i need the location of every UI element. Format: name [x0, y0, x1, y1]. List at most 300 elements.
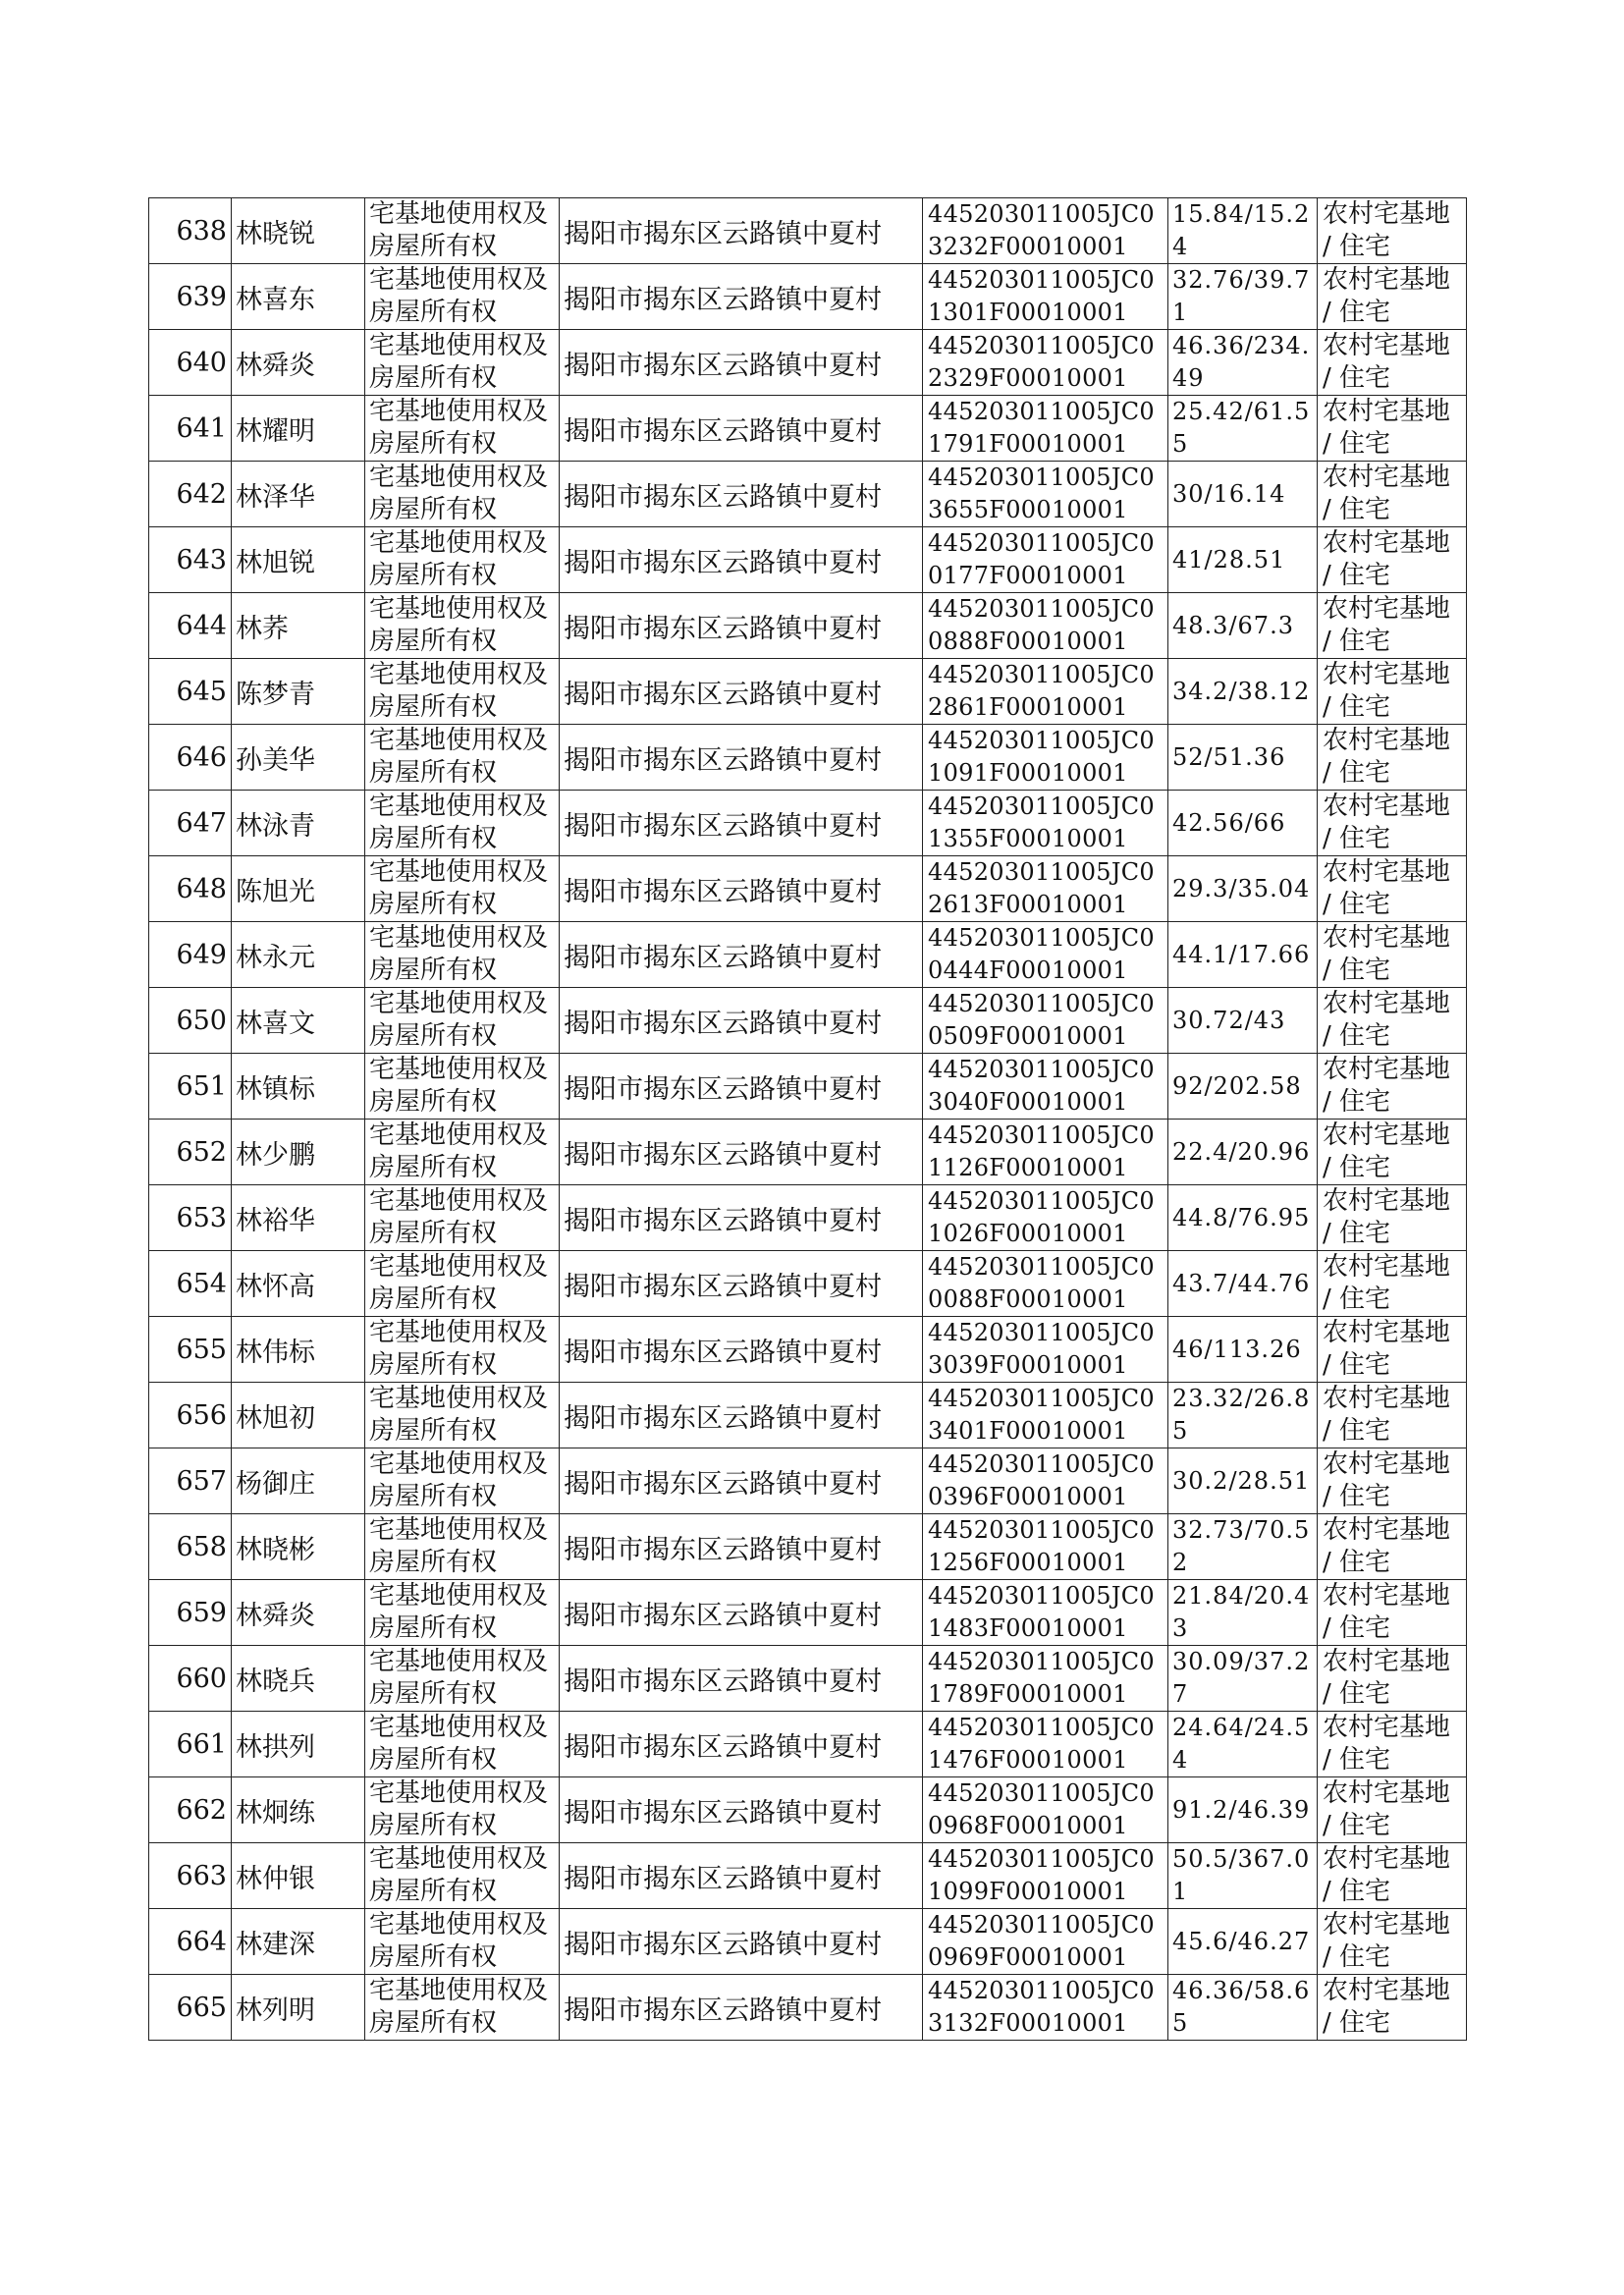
cell-land-use: [1318, 462, 1467, 527]
land-use: 农村宅基地 / 住宅: [1323, 199, 1451, 261]
cell-right-type: [365, 659, 560, 725]
right-type: 宅基地使用权及房屋所有权: [369, 331, 549, 393]
owner-name: 陈旭光: [236, 876, 315, 907]
cell-property-location: [560, 1317, 923, 1383]
cell-right-type: [365, 725, 560, 791]
cell-right-type: [365, 1777, 560, 1843]
land-use: 农村宅基地 / 住宅: [1323, 1713, 1451, 1775]
cell-land-use: [1318, 593, 1467, 659]
property-location: 揭阳市揭东区云路镇中夏村: [564, 1600, 882, 1631]
row-number: 660: [176, 1663, 227, 1694]
land-use: 农村宅基地 / 住宅: [1323, 463, 1451, 524]
cell-right-type: [365, 988, 560, 1054]
unit-code: 445203011005JC01099F00010001: [928, 1845, 1155, 1905]
cell-unit-code: [923, 593, 1168, 659]
table-row: [149, 1712, 1467, 1777]
owner-name: 林舜炎: [236, 350, 315, 381]
property-location: 揭阳市揭东区云路镇中夏村: [564, 679, 882, 710]
area-value: 29.3/35.04: [1172, 874, 1311, 902]
row-number: 649: [176, 939, 227, 970]
cell-row-number: [149, 1777, 232, 1843]
unit-code: 445203011005JC03039F00010001: [928, 1319, 1155, 1379]
cell-unit-code: [923, 922, 1168, 988]
cell-row-number: [149, 725, 232, 791]
cell-owner-name: [232, 1120, 365, 1185]
cell-property-location: [560, 856, 923, 922]
cell-land-use: [1318, 330, 1467, 396]
table-row: [149, 1514, 1467, 1580]
owner-name: 孙美华: [236, 744, 315, 776]
table-row: [149, 659, 1467, 725]
land-use: 农村宅基地 / 住宅: [1323, 1647, 1451, 1709]
cell-property-location: [560, 1646, 923, 1712]
cell-area-value: [1168, 856, 1318, 922]
property-location: 揭阳市揭东区云路镇中夏村: [564, 481, 882, 513]
area-value: 30.2/28.51: [1172, 1466, 1311, 1495]
cell-unit-code: [923, 1712, 1168, 1777]
row-number: 640: [176, 347, 227, 378]
owner-name: 林永元: [236, 942, 315, 973]
right-type: 宅基地使用权及房屋所有权: [369, 792, 549, 853]
row-number: 664: [176, 1926, 227, 1957]
cell-right-type: [365, 1054, 560, 1120]
cell-right-type: [365, 856, 560, 922]
table-row: [149, 1975, 1467, 2041]
right-type: 宅基地使用权及房屋所有权: [369, 1449, 549, 1511]
unit-code: 445203011005JC00088F00010001: [928, 1253, 1155, 1313]
cell-right-type: [365, 1975, 560, 2041]
cell-right-type: [365, 1843, 560, 1909]
right-type: 宅基地使用权及房屋所有权: [369, 660, 549, 722]
cell-row-number: [149, 1712, 232, 1777]
cell-unit-code: [923, 856, 1168, 922]
cell-unit-code: [923, 1646, 1168, 1712]
area-value: 45.6/46.27: [1172, 1927, 1311, 1955]
cell-unit-code: [923, 659, 1168, 725]
cell-owner-name: [232, 1843, 365, 1909]
table-row: [149, 396, 1467, 462]
cell-unit-code: [923, 1843, 1168, 1909]
unit-code: 445203011005JC01789F00010001: [928, 1648, 1155, 1708]
cell-owner-name: [232, 462, 365, 527]
row-number: 641: [176, 412, 227, 444]
cell-owner-name: [232, 1712, 365, 1777]
cell-area-value: [1168, 1909, 1318, 1975]
area-value: 50.5/367.01: [1172, 1845, 1311, 1905]
cell-property-location: [560, 462, 923, 527]
cell-owner-name: [232, 1317, 365, 1383]
land-use: 农村宅基地 / 住宅: [1323, 397, 1451, 459]
unit-code: 445203011005JC02613F00010001: [928, 858, 1155, 918]
unit-code: 445203011005JC00969F00010001: [928, 1911, 1155, 1971]
cell-owner-name: [232, 1514, 365, 1580]
table-row: [149, 1383, 1467, 1448]
land-use: 农村宅基地 / 住宅: [1323, 1384, 1451, 1446]
area-value: 46.36/234.49: [1172, 332, 1311, 392]
cell-owner-name: [232, 1448, 365, 1514]
row-number: 655: [176, 1334, 227, 1365]
unit-code: 445203011005JC03132F00010001: [928, 1977, 1155, 2037]
property-location: 揭阳市揭东区云路镇中夏村: [564, 1731, 882, 1763]
cell-area-value: [1168, 988, 1318, 1054]
cell-owner-name: [232, 330, 365, 396]
property-location: 揭阳市揭东区云路镇中夏村: [564, 1929, 882, 1960]
cell-area-value: [1168, 1514, 1318, 1580]
cell-right-type: [365, 1317, 560, 1383]
cell-unit-code: [923, 988, 1168, 1054]
property-location: 揭阳市揭东区云路镇中夏村: [564, 1073, 882, 1105]
land-use: 农村宅基地 / 住宅: [1323, 1844, 1451, 1906]
row-number: 656: [176, 1399, 227, 1431]
land-use: 农村宅基地 / 住宅: [1323, 1120, 1451, 1182]
cell-area-value: [1168, 1646, 1318, 1712]
cell-owner-name: [232, 1777, 365, 1843]
cell-land-use: [1318, 1514, 1467, 1580]
unit-code: 445203011005JC01126F00010001: [928, 1121, 1155, 1181]
row-number: 642: [176, 478, 227, 510]
cell-row-number: [149, 1448, 232, 1514]
cell-property-location: [560, 922, 923, 988]
unit-code: 445203011005JC00396F00010001: [928, 1450, 1155, 1510]
row-number: 646: [176, 741, 227, 773]
land-use: 农村宅基地 / 住宅: [1323, 792, 1451, 853]
cell-right-type: [365, 1909, 560, 1975]
cell-land-use: [1318, 725, 1467, 791]
cell-unit-code: [923, 330, 1168, 396]
cell-land-use: [1318, 198, 1467, 264]
property-location: 揭阳市揭东区云路镇中夏村: [564, 1863, 882, 1894]
property-location: 揭阳市揭东区云路镇中夏村: [564, 1468, 882, 1500]
row-number: 645: [176, 676, 227, 707]
registry-table-body: [149, 198, 1467, 2041]
unit-code: 445203011005JC01483F00010001: [928, 1582, 1155, 1642]
table-row: [149, 1646, 1467, 1712]
right-type: 宅基地使用权及房屋所有权: [369, 1844, 549, 1906]
area-value: 22.4/20.96: [1172, 1137, 1311, 1166]
cell-property-location: [560, 1383, 923, 1448]
right-type: 宅基地使用权及房屋所有权: [369, 923, 549, 985]
area-value: 30.72/43: [1172, 1006, 1286, 1034]
cell-row-number: [149, 659, 232, 725]
owner-name: 林镇标: [236, 1073, 315, 1105]
cell-row-number: [149, 1120, 232, 1185]
cell-land-use: [1318, 1251, 1467, 1317]
unit-code: 445203011005JC00968F00010001: [928, 1779, 1155, 1839]
right-type: 宅基地使用权及房屋所有权: [369, 857, 549, 919]
cell-property-location: [560, 330, 923, 396]
owner-name: 林泳青: [236, 810, 315, 842]
area-value: 46.36/58.65: [1172, 1977, 1311, 2037]
owner-name: 林泽华: [236, 481, 315, 513]
cell-owner-name: [232, 856, 365, 922]
cell-owner-name: [232, 659, 365, 725]
land-use: 农村宅基地 / 住宅: [1323, 660, 1451, 722]
cell-property-location: [560, 1712, 923, 1777]
cell-row-number: [149, 1054, 232, 1120]
unit-code: 445203011005JC03232F00010001: [928, 200, 1155, 260]
owner-name: 林列明: [236, 1994, 315, 2026]
area-value: 44.1/17.66: [1172, 940, 1311, 968]
cell-unit-code: [923, 198, 1168, 264]
right-type: 宅基地使用权及房屋所有权: [369, 1910, 549, 1972]
right-type: 宅基地使用权及房屋所有权: [369, 1976, 549, 2038]
cell-property-location: [560, 264, 923, 330]
property-location: 揭阳市揭东区云路镇中夏村: [564, 1139, 882, 1171]
cell-area-value: [1168, 922, 1318, 988]
cell-land-use: [1318, 1843, 1467, 1909]
row-number: 661: [176, 1728, 227, 1760]
cell-property-location: [560, 1975, 923, 2041]
cell-right-type: [365, 527, 560, 593]
cell-unit-code: [923, 1317, 1168, 1383]
row-number: 643: [176, 544, 227, 575]
cell-owner-name: [232, 922, 365, 988]
property-location: 揭阳市揭东区云路镇中夏村: [564, 942, 882, 973]
cell-row-number: [149, 462, 232, 527]
cell-property-location: [560, 1120, 923, 1185]
area-value: 46/113.26: [1172, 1335, 1302, 1363]
land-use: 农村宅基地 / 住宅: [1323, 1186, 1451, 1248]
cell-unit-code: [923, 1909, 1168, 1975]
cell-row-number: [149, 988, 232, 1054]
cell-area-value: [1168, 791, 1318, 856]
right-type: 宅基地使用权及房屋所有权: [369, 463, 549, 524]
cell-land-use: [1318, 1580, 1467, 1646]
property-location: 揭阳市揭东区云路镇中夏村: [564, 1337, 882, 1368]
right-type: 宅基地使用权及房屋所有权: [369, 1647, 549, 1709]
cell-row-number: [149, 1514, 232, 1580]
table-row: [149, 593, 1467, 659]
cell-right-type: [365, 396, 560, 462]
cell-area-value: [1168, 1120, 1318, 1185]
right-type: 宅基地使用权及房屋所有权: [369, 1318, 549, 1380]
land-use: 农村宅基地 / 住宅: [1323, 1318, 1451, 1380]
cell-land-use: [1318, 856, 1467, 922]
cell-property-location: [560, 593, 923, 659]
cell-row-number: [149, 1383, 232, 1448]
cell-area-value: [1168, 593, 1318, 659]
property-location: 揭阳市揭东区云路镇中夏村: [564, 744, 882, 776]
cell-area-value: [1168, 725, 1318, 791]
owner-name: 杨御庄: [236, 1468, 315, 1500]
right-type: 宅基地使用权及房屋所有权: [369, 1581, 549, 1643]
cell-land-use: [1318, 264, 1467, 330]
area-value: 25.42/61.55: [1172, 398, 1311, 458]
row-number: 638: [176, 215, 227, 246]
right-type: 宅基地使用权及房屋所有权: [369, 397, 549, 459]
row-number: 651: [176, 1070, 227, 1102]
unit-code: 445203011005JC00509F00010001: [928, 990, 1155, 1050]
right-type: 宅基地使用权及房屋所有权: [369, 1384, 549, 1446]
row-number: 658: [176, 1531, 227, 1562]
cell-property-location: [560, 1514, 923, 1580]
cell-unit-code: [923, 264, 1168, 330]
owner-name: 林晓彬: [236, 1534, 315, 1565]
unit-code: 445203011005JC03040F00010001: [928, 1056, 1155, 1116]
cell-right-type: [365, 1185, 560, 1251]
cell-right-type: [365, 593, 560, 659]
cell-property-location: [560, 659, 923, 725]
table-row: [149, 856, 1467, 922]
table-row: [149, 1580, 1467, 1646]
cell-owner-name: [232, 396, 365, 462]
land-use: 农村宅基地 / 住宅: [1323, 1581, 1451, 1643]
right-type: 宅基地使用权及房屋所有权: [369, 594, 549, 656]
cell-owner-name: [232, 264, 365, 330]
cell-land-use: [1318, 1777, 1467, 1843]
owner-name: 林怀高: [236, 1271, 315, 1302]
cell-area-value: [1168, 1251, 1318, 1317]
right-type: 宅基地使用权及房屋所有权: [369, 528, 549, 590]
cell-unit-code: [923, 1514, 1168, 1580]
property-location: 揭阳市揭东区云路镇中夏村: [564, 1797, 882, 1829]
property-location: 揭阳市揭东区云路镇中夏村: [564, 547, 882, 578]
cell-unit-code: [923, 1975, 1168, 2041]
right-type: 宅基地使用权及房屋所有权: [369, 1515, 549, 1577]
property-location: 揭阳市揭东区云路镇中夏村: [564, 284, 882, 315]
owner-name: 陈梦青: [236, 679, 315, 710]
cell-unit-code: [923, 527, 1168, 593]
property-location: 揭阳市揭东区云路镇中夏村: [564, 876, 882, 907]
cell-row-number: [149, 396, 232, 462]
cell-row-number: [149, 330, 232, 396]
owner-name: 林拱列: [236, 1731, 315, 1763]
right-type: 宅基地使用权及房屋所有权: [369, 265, 549, 327]
property-location: 揭阳市揭东区云路镇中夏村: [564, 1271, 882, 1302]
area-value: 15.84/15.24: [1172, 200, 1311, 260]
cell-owner-name: [232, 1580, 365, 1646]
owner-name: 林仲银: [236, 1863, 315, 1894]
right-type: 宅基地使用权及房屋所有权: [369, 1186, 549, 1248]
row-number: 654: [176, 1268, 227, 1299]
table-row: [149, 1777, 1467, 1843]
owner-name: 林旭初: [236, 1402, 315, 1434]
cell-owner-name: [232, 593, 365, 659]
cell-owner-name: [232, 1251, 365, 1317]
area-value: 92/202.58: [1172, 1071, 1302, 1100]
cell-area-value: [1168, 1448, 1318, 1514]
cell-right-type: [365, 1646, 560, 1712]
property-location: 揭阳市揭东区云路镇中夏村: [564, 218, 882, 249]
cell-unit-code: [923, 396, 1168, 462]
cell-land-use: [1318, 1383, 1467, 1448]
property-location: 揭阳市揭东区云路镇中夏村: [564, 415, 882, 447]
cell-owner-name: [232, 988, 365, 1054]
property-location: 揭阳市揭东区云路镇中夏村: [564, 1534, 882, 1565]
cell-area-value: [1168, 1712, 1318, 1777]
area-value: 44.8/76.95: [1172, 1203, 1311, 1231]
cell-row-number: [149, 856, 232, 922]
cell-row-number: [149, 1580, 232, 1646]
cell-property-location: [560, 988, 923, 1054]
cell-unit-code: [923, 1777, 1168, 1843]
cell-area-value: [1168, 1317, 1318, 1383]
table-row: [149, 725, 1467, 791]
table-row: [149, 462, 1467, 527]
unit-code: 445203011005JC02329F00010001: [928, 332, 1155, 392]
cell-row-number: [149, 527, 232, 593]
land-use: 农村宅基地 / 住宅: [1323, 1778, 1451, 1840]
right-type: 宅基地使用权及房屋所有权: [369, 1120, 549, 1182]
cell-unit-code: [923, 462, 1168, 527]
cell-land-use: [1318, 988, 1467, 1054]
cell-unit-code: [923, 791, 1168, 856]
row-number: 659: [176, 1597, 227, 1628]
area-value: 48.3/67.3: [1172, 611, 1294, 639]
property-location: 揭阳市揭东区云路镇中夏村: [564, 1402, 882, 1434]
cell-right-type: [365, 1383, 560, 1448]
cell-row-number: [149, 1843, 232, 1909]
unit-code: 445203011005JC00444F00010001: [928, 924, 1155, 984]
cell-area-value: [1168, 1383, 1318, 1448]
table-row: [149, 1251, 1467, 1317]
owner-name: 林喜东: [236, 284, 315, 315]
owner-name: 林耀明: [236, 415, 315, 447]
area-value: 52/51.36: [1172, 742, 1286, 771]
row-number: 648: [176, 873, 227, 904]
row-number: 653: [176, 1202, 227, 1233]
owner-name: 林少鹏: [236, 1139, 315, 1171]
cell-property-location: [560, 527, 923, 593]
cell-property-location: [560, 1251, 923, 1317]
table-row: [149, 1185, 1467, 1251]
unit-code: 445203011005JC01476F00010001: [928, 1714, 1155, 1774]
cell-property-location: [560, 1185, 923, 1251]
cell-land-use: [1318, 659, 1467, 725]
cell-area-value: [1168, 396, 1318, 462]
unit-code: 445203011005JC03655F00010001: [928, 464, 1155, 523]
owner-name: 林伟标: [236, 1337, 315, 1368]
row-number: 657: [176, 1465, 227, 1497]
cell-unit-code: [923, 1185, 1168, 1251]
cell-property-location: [560, 198, 923, 264]
table-row: [149, 1909, 1467, 1975]
cell-property-location: [560, 1054, 923, 1120]
land-use: 农村宅基地 / 住宅: [1323, 857, 1451, 919]
land-use: 农村宅基地 / 住宅: [1323, 1515, 1451, 1577]
right-type: 宅基地使用权及房屋所有权: [369, 1055, 549, 1117]
land-use: 农村宅基地 / 住宅: [1323, 528, 1451, 590]
table-row: [149, 988, 1467, 1054]
cell-row-number: [149, 1317, 232, 1383]
unit-code: 445203011005JC02861F00010001: [928, 661, 1155, 721]
owner-name: 林喜文: [236, 1008, 315, 1039]
property-location: 揭阳市揭东区云路镇中夏村: [564, 1994, 882, 2026]
area-value: 34.2/38.12: [1172, 677, 1311, 705]
cell-property-location: [560, 1580, 923, 1646]
unit-code: 445203011005JC00177F00010001: [928, 529, 1155, 589]
cell-unit-code: [923, 1580, 1168, 1646]
owner-name: 林荞: [236, 613, 289, 644]
cell-land-use: [1318, 396, 1467, 462]
area-value: 24.64/24.54: [1172, 1714, 1311, 1774]
cell-land-use: [1318, 1909, 1467, 1975]
table-row: [149, 922, 1467, 988]
cell-area-value: [1168, 659, 1318, 725]
row-number: 650: [176, 1005, 227, 1036]
cell-right-type: [365, 264, 560, 330]
cell-row-number: [149, 1975, 232, 2041]
area-value: 42.56/66: [1172, 808, 1286, 837]
unit-code: 445203011005JC01301F00010001: [928, 266, 1155, 326]
cell-area-value: [1168, 1580, 1318, 1646]
property-location: 揭阳市揭东区云路镇中夏村: [564, 810, 882, 842]
row-number: 662: [176, 1794, 227, 1826]
area-value: 91.2/46.39: [1172, 1795, 1311, 1824]
area-value: 43.7/44.76: [1172, 1269, 1311, 1297]
land-use: 农村宅基地 / 住宅: [1323, 594, 1451, 656]
right-type: 宅基地使用权及房屋所有权: [369, 726, 549, 788]
